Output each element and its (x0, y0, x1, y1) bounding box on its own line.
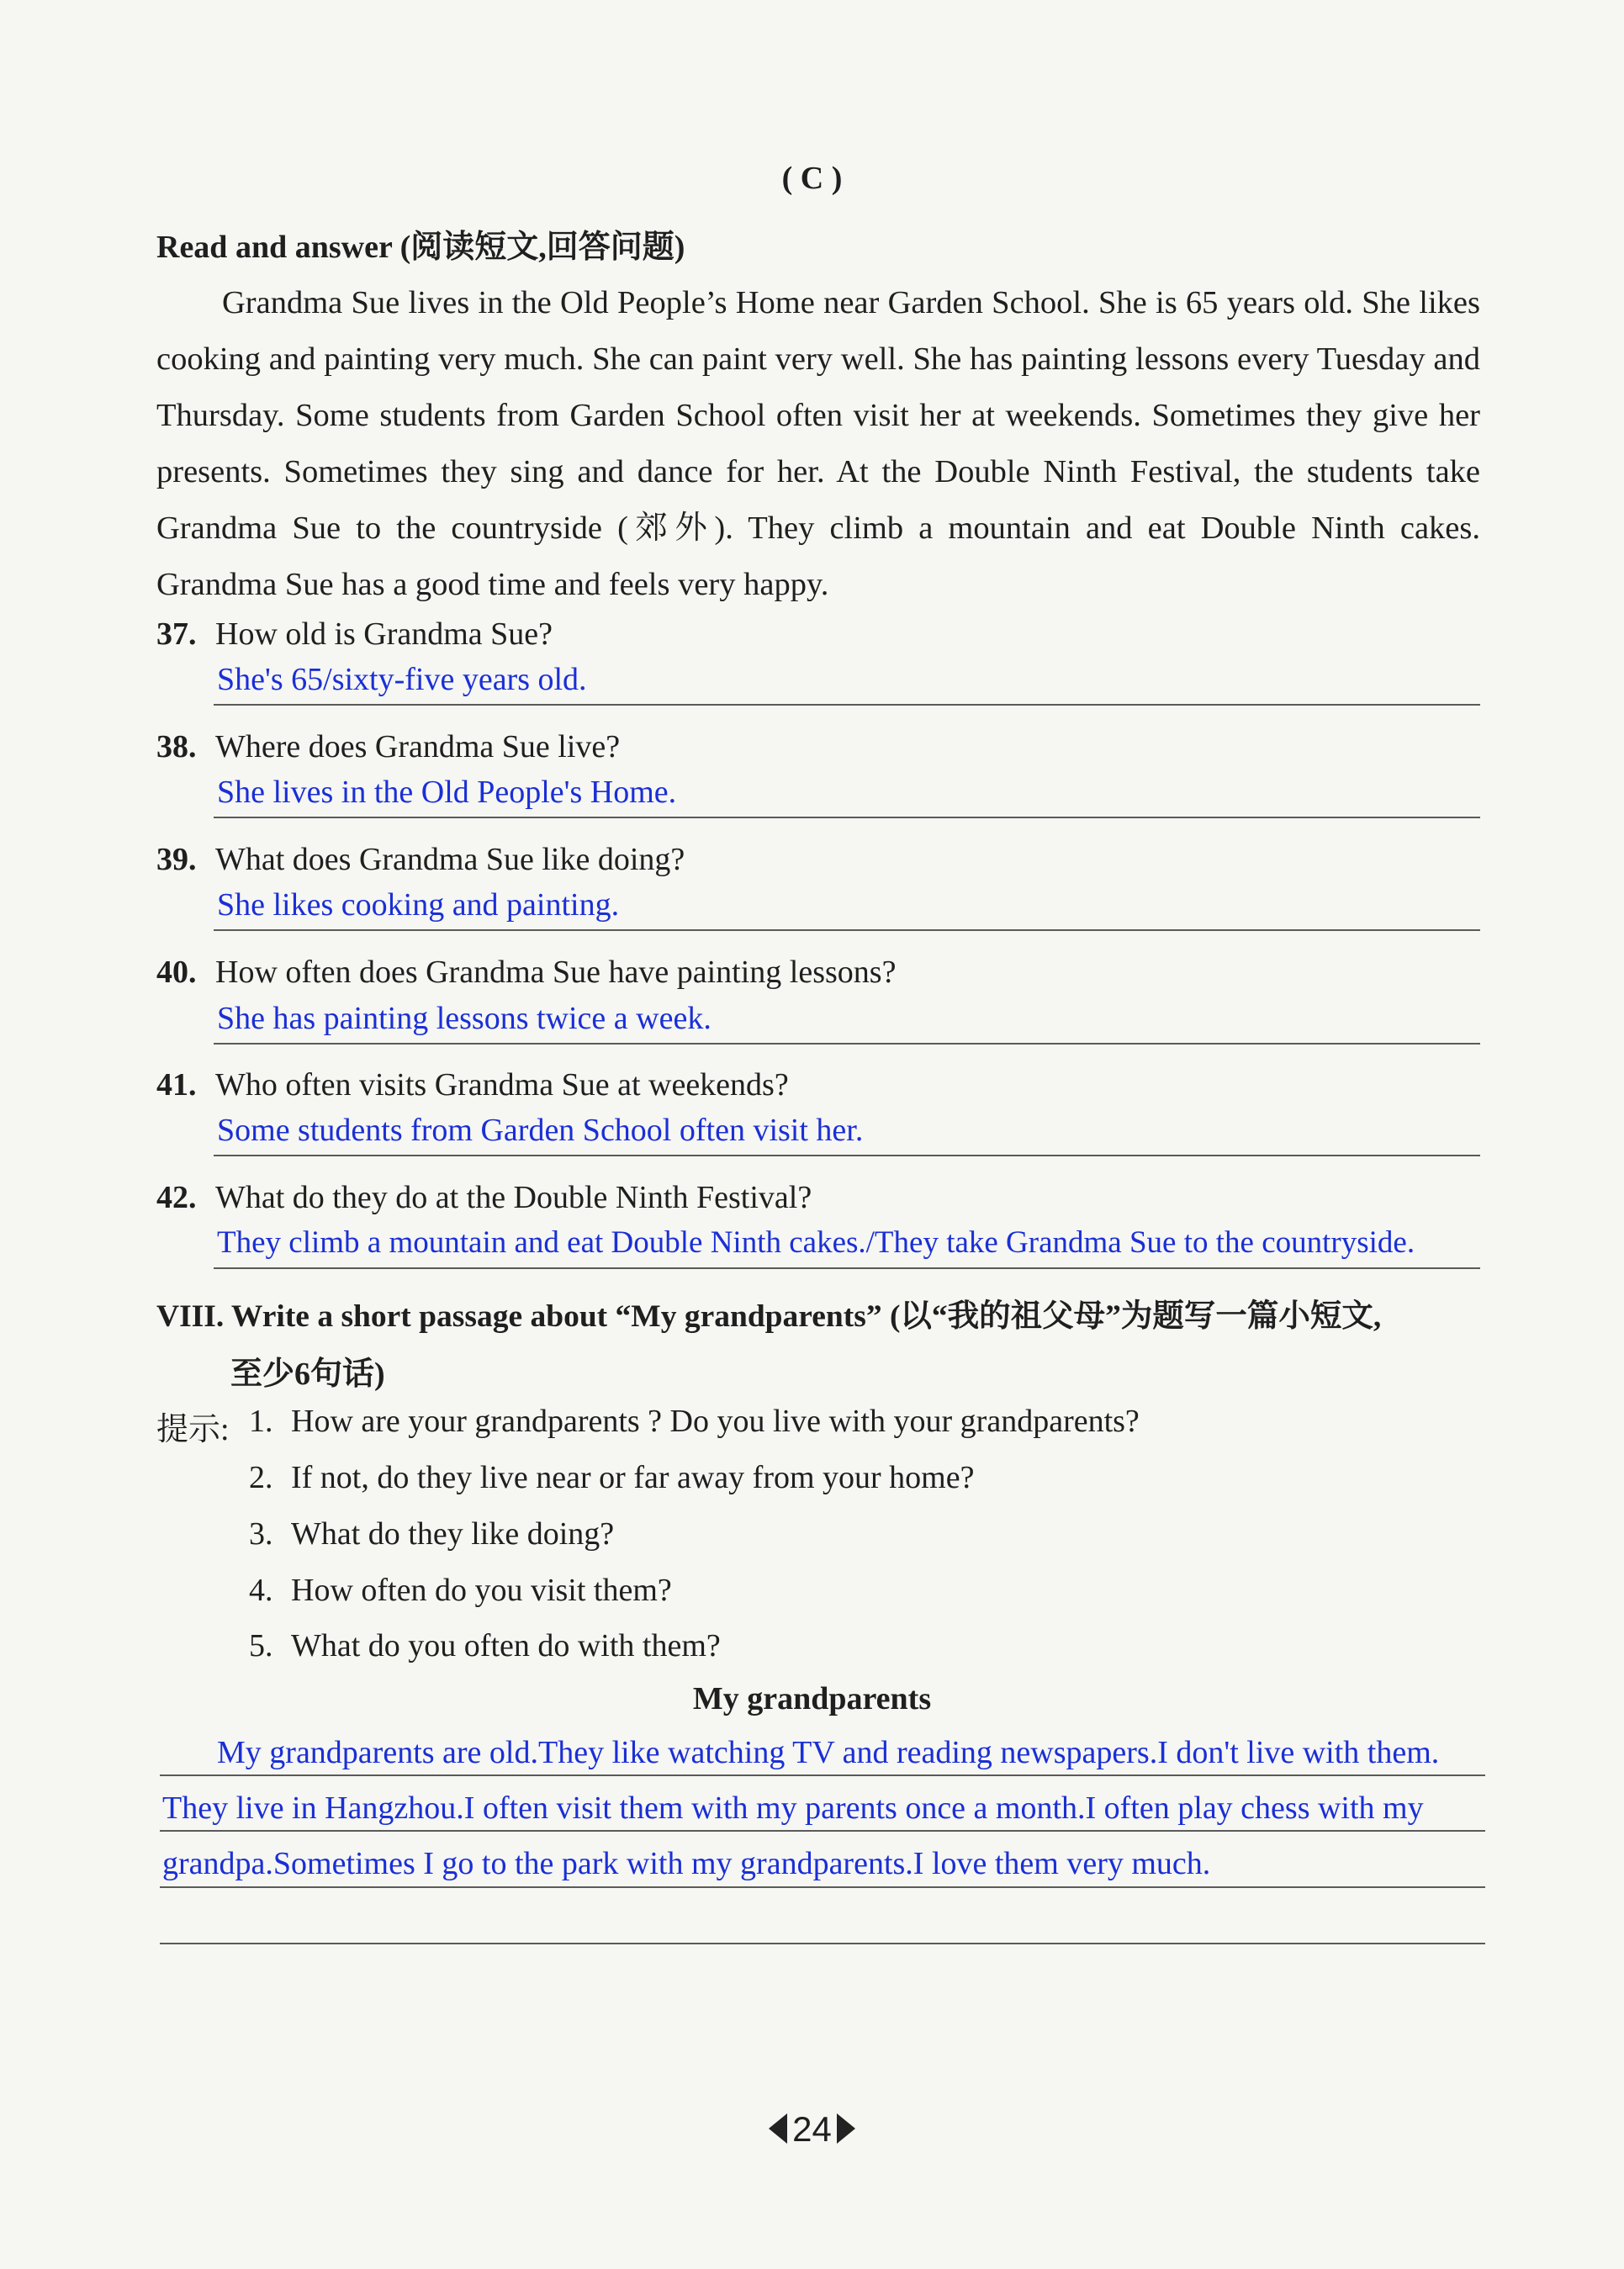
answer-line (214, 1155, 1480, 1156)
right-arrow-icon (837, 2113, 855, 2144)
question-text: Who often visits Grandma Sue at weekends? (215, 1067, 789, 1103)
reading-heading: Read and answer (阅读短文,回答问题) (156, 230, 685, 265)
question-number: 37. (156, 616, 197, 652)
answer-42: They climb a mountain and eat Double Ninth cakes./They take Grandma Sue to the countryside. (217, 1225, 1415, 1260)
question-42 (156, 1179, 1485, 1216)
question-text: What do they do at the Double Ninth Festival? (215, 1180, 812, 1215)
question-number: 38. (156, 729, 197, 764)
hint-text: How are your grandparents ? Do you live with your grandparents? (291, 1404, 1140, 1439)
hint-number: 5. (249, 1628, 273, 1663)
hint-number: 3. (249, 1516, 273, 1552)
section-label: ( C ) (781, 161, 843, 196)
question-39 (156, 841, 1485, 878)
hint-number: 2. (249, 1460, 273, 1495)
question-38 (156, 728, 1485, 765)
page-number (0, 2109, 1624, 2150)
reading-passage (156, 275, 1480, 613)
answer-38: She lives in the Old People's Home. (217, 775, 677, 810)
question-number: 40. (156, 955, 197, 990)
hint-text: If not, do they live near or far away from your home? (291, 1460, 975, 1495)
answer-line (214, 1043, 1480, 1045)
hint-text: How often do you visit them? (291, 1573, 672, 1608)
hint-5 (249, 1627, 721, 1664)
question-text: What does Grandma Sue like doing? (215, 842, 685, 877)
writing-heading-line2: 至少6句话) (230, 1357, 385, 1392)
question-text: How old is Grandma Sue? (215, 616, 553, 652)
writing-line-2: They live in Hangzhou.I often visit them with my parents once a month.I often play chess with my (162, 1790, 1424, 1826)
hint-text: What do you often do with them? (291, 1628, 721, 1663)
answer-line (214, 704, 1480, 706)
writing-title: My grandparents (692, 1681, 932, 1716)
answer-39: She likes cooking and painting. (217, 887, 620, 923)
hint-4 (249, 1572, 672, 1609)
question-number: 42. (156, 1180, 197, 1215)
question-41 (156, 1066, 1485, 1103)
answer-40: She has painting lessons twice a week. (217, 1001, 711, 1036)
answer-37: She's 65/sixty-five years old. (217, 662, 587, 697)
passage-text: Grandma Sue lives in the Old People’s Home near Garden School. She is 65 years old. She likes cooking and painting very much. She can paint very well. She has painting lessons every Tuesday and Thursday. Some students from Garden School often visit her at weekends. Sometimes they give her presents. Sometimes they sing and dance for her. At the Double Ninth Festival, the students take Grandma Sue to the countryside (郊外). They climb a mountain and eat Double Ninth cakes. Grandma Sue has a good time and feels very happy. (156, 285, 1480, 602)
left-arrow-icon (769, 2113, 787, 2144)
writing-rule (160, 1886, 1485, 1888)
answer-line (214, 817, 1480, 818)
hint-1 (249, 1403, 1140, 1440)
answer-41: Some students from Garden School often visit her. (217, 1113, 864, 1148)
hint-2 (249, 1459, 974, 1496)
question-text: How often does Grandma Sue have painting lessons? (215, 955, 897, 990)
hint-text: What do they like doing? (291, 1516, 615, 1552)
writing-heading-line1: VIII. Write a short passage about “My grandparents” (以“我的祖父母”为题写一篇小短文, (156, 1299, 1382, 1334)
question-text: Where does Grandma Sue live? (215, 729, 621, 764)
writing-rule (160, 1774, 1485, 1776)
hint-label: 提示: (156, 1412, 230, 1447)
question-number: 39. (156, 842, 197, 877)
hint-number: 1. (249, 1404, 273, 1439)
page-number-text: 24 (792, 2109, 832, 2149)
question-37 (156, 616, 1485, 653)
writing-rule (160, 1943, 1485, 1944)
question-40 (156, 954, 1485, 991)
question-number: 41. (156, 1067, 197, 1103)
hint-3 (249, 1515, 614, 1552)
writing-line-3: grandpa.Sometimes I go to the park with my grandparents.I love them very much. (162, 1846, 1211, 1881)
hint-number: 4. (249, 1573, 273, 1608)
writing-rule (160, 1830, 1485, 1832)
writing-line-1: My grandparents are old.They like watching TV and reading newspapers.I don't live with them. (217, 1735, 1440, 1770)
answer-line (214, 1267, 1480, 1269)
answer-line (214, 929, 1480, 931)
